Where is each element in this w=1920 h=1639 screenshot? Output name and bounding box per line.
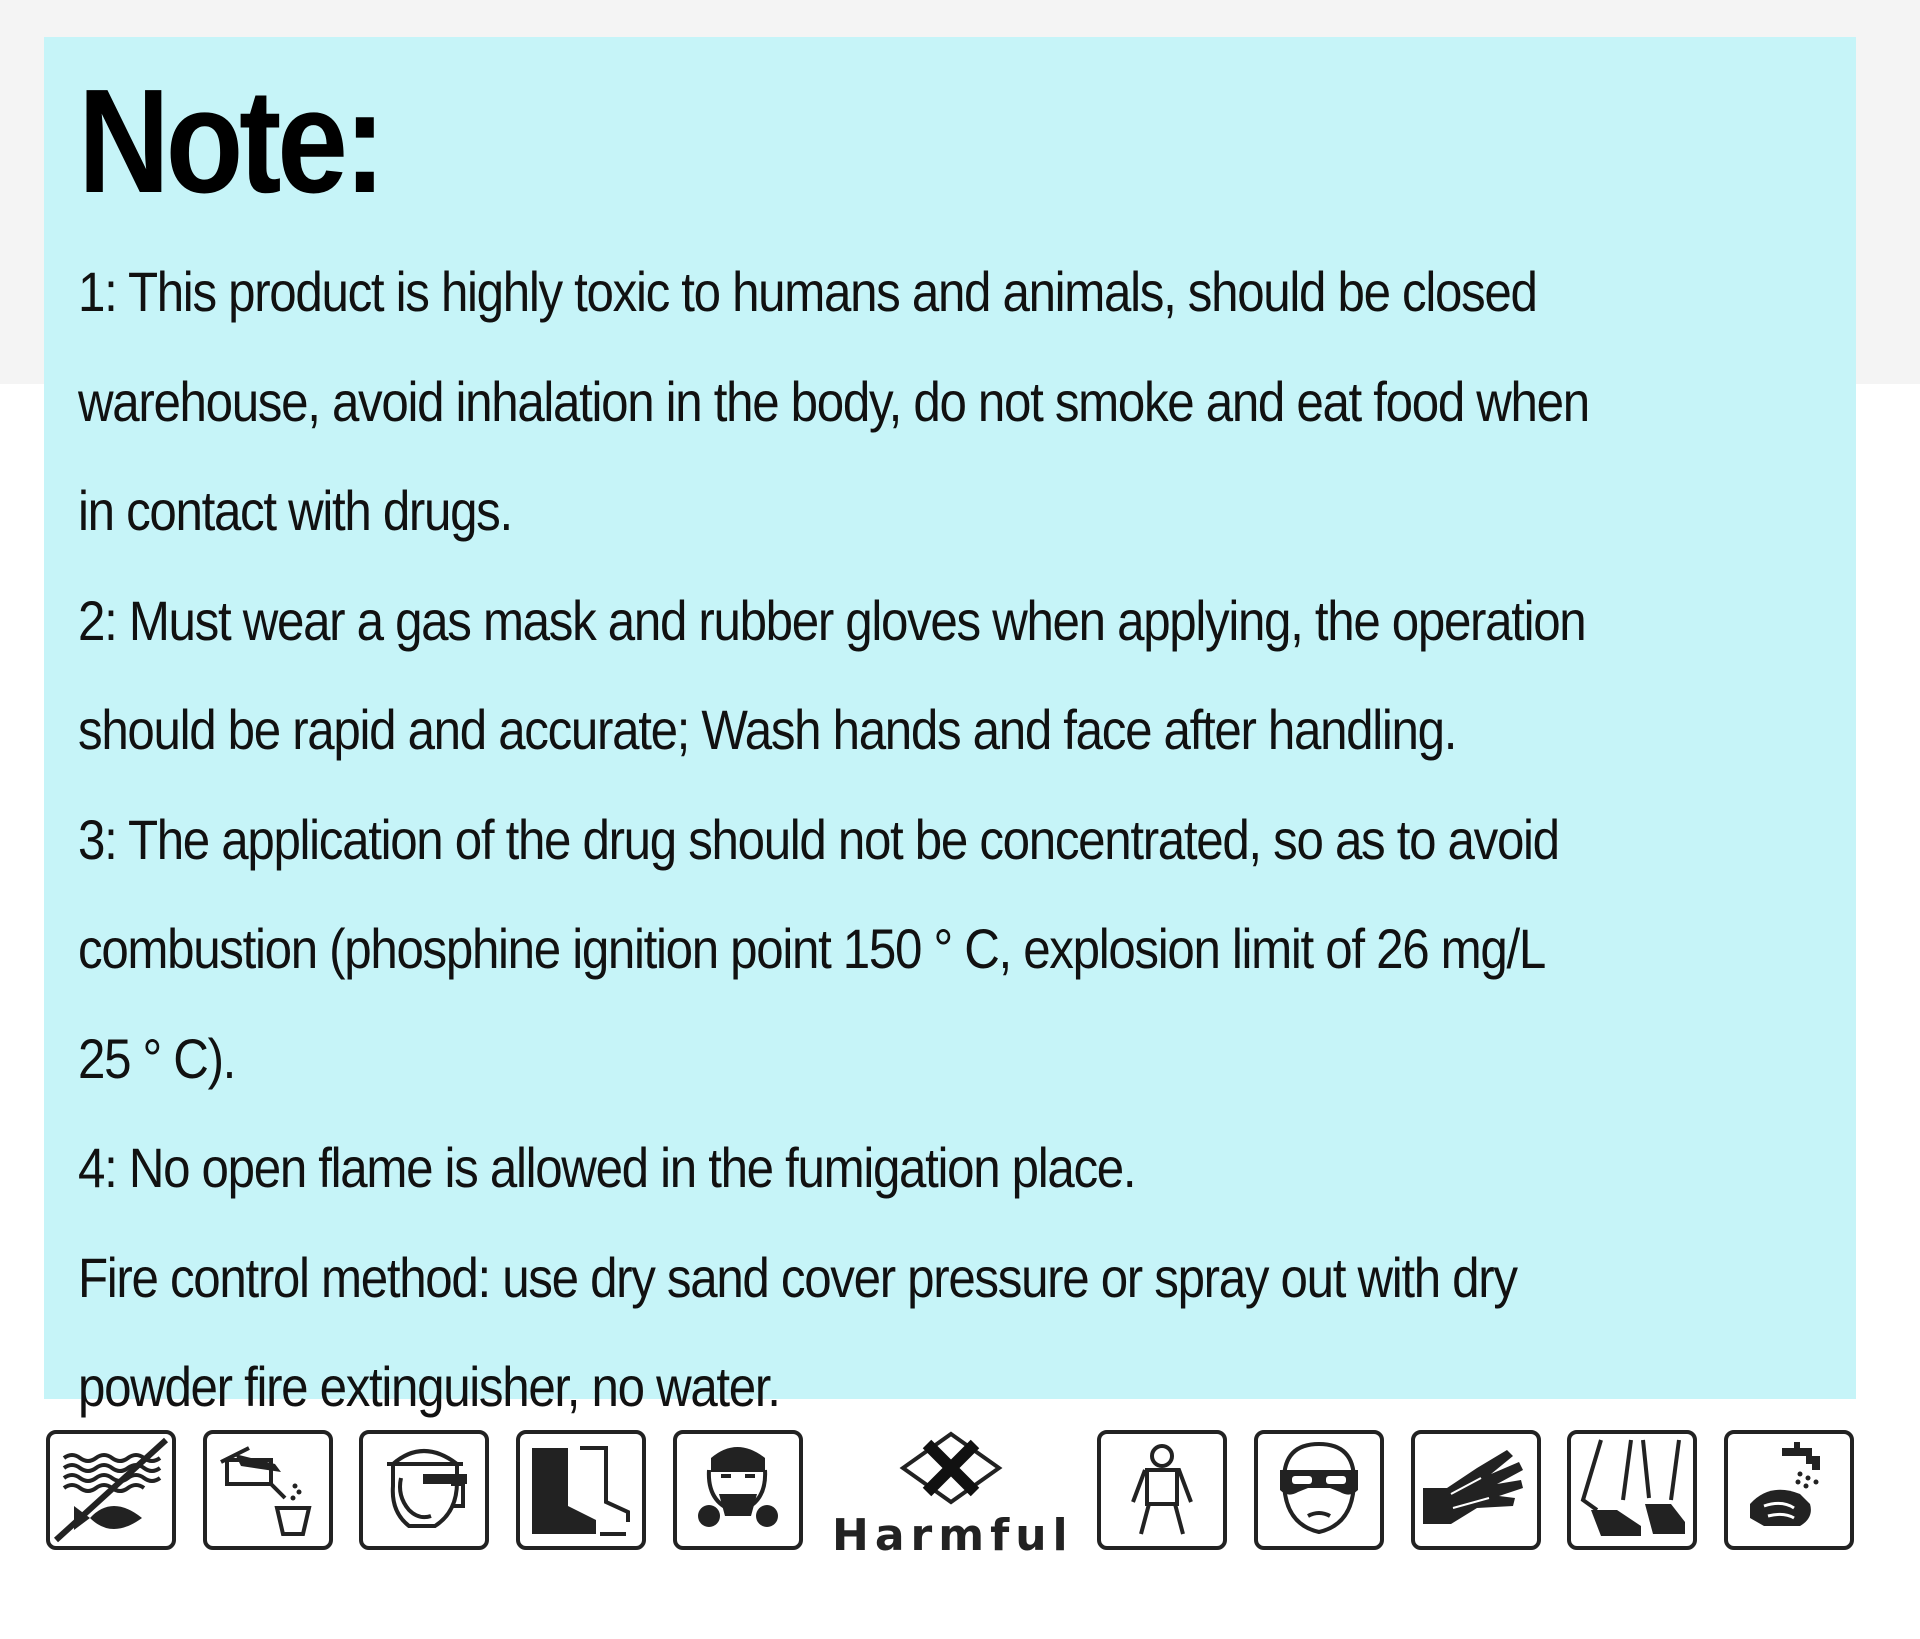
note-title: Note:: [78, 59, 382, 224]
note-line-10: Fire control method: use dry sand cover pressure or spray out with dry: [78, 1245, 1517, 1309]
protective-suit-icon: [1097, 1430, 1227, 1550]
note-line-3: in contact with drugs.: [78, 479, 512, 542]
note-line-2: warehouse, avoid inhalation in the body, do not smoke and eat food when: [78, 369, 1589, 433]
goggles-icon: [1254, 1430, 1384, 1550]
note-line-11: powder fire extinguisher, no water.: [78, 1355, 780, 1418]
note-line-6: 3: The application of the drug should not be concentrated, so as to avoid: [78, 807, 1559, 871]
harmful-icon: [826, 1428, 1076, 1561]
store-locked-icon: [203, 1430, 333, 1550]
no-fish-water-icon: [46, 1430, 176, 1550]
harmful-label: Harmful: [832, 1510, 1074, 1561]
note-line-8: 25 ° C).: [78, 1026, 236, 1090]
note-line-9: 4: No open flame is allowed in the fumigation place.: [78, 1136, 1136, 1199]
face-shield-icon: [359, 1430, 489, 1550]
boots-icon: [516, 1430, 646, 1550]
note-line-5: should be rapid and accurate; Wash hands and face after handling.: [78, 698, 1457, 761]
note-body: [78, 237, 1873, 1442]
safety-pictogram-row: [0, 1428, 1920, 1561]
gloves-icon: [1411, 1430, 1541, 1550]
wash-hands-icon: [1724, 1430, 1854, 1550]
note-panel: [44, 37, 1856, 1418]
note-line-1: 1: This product is highly toxic to humans and animals, should be closed: [78, 260, 1537, 323]
note-line-4: 2: Must wear a gas mask and rubber gloves when applying, the operation: [78, 588, 1586, 652]
note-line-7: combustion (phosphine ignition point 150 ° C, explosion limit of 26 mg/L: [78, 917, 1545, 980]
trousers-boots-icon: [1567, 1430, 1697, 1550]
gas-mask-icon: [673, 1430, 803, 1550]
